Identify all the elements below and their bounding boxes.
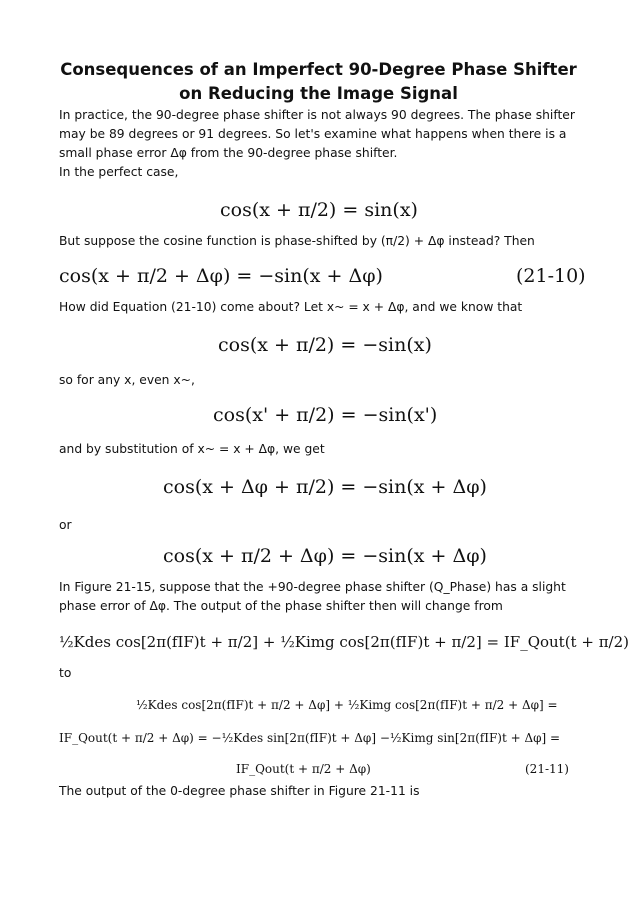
paragraph-intro: In practice, the 90-degree phase shifter is not always 90 degrees. The phase shifter may be 89 degrees or 91 degrees. So let's examine what happens when there is a small phase error Δφ from the 90-degree phase shifter. bbox=[59, 108, 575, 160]
equation-4: cos(x' + π/2) = −sin(x') bbox=[213, 404, 438, 426]
paragraph-for-any-x: so for any x, even x~, bbox=[59, 373, 195, 387]
paragraph-how-did: How did Equation (21-10) come about? Let x~ = x + Δφ, and we know that bbox=[59, 300, 523, 314]
equation-6: cos(x + π/2 + Δφ) = −sin(x + Δφ) bbox=[163, 545, 487, 567]
equation-21-11-line-1: ½Kdes cos[2π(fIF)t + π/2 + Δφ] + ½Kimg cos[2π(fIF)t + π/2 + Δφ] = bbox=[136, 698, 558, 712]
paragraph-phase-shifted: But suppose the cosine function is phase-shifted by (π/2) + Δφ instead? Then bbox=[59, 234, 535, 248]
paragraph-0-degree: The output of the 0-degree phase shifter in Figure 21-11 is bbox=[59, 784, 420, 798]
equation-3: cos(x + π/2) = −sin(x) bbox=[218, 334, 432, 356]
equation-1: cos(x + π/2) = sin(x) bbox=[220, 199, 418, 221]
equation-number-21-11: (21-11) bbox=[525, 762, 569, 776]
paragraph-to: to bbox=[59, 666, 72, 680]
equation-5: cos(x + Δφ + π/2) = −sin(x + Δφ) bbox=[163, 476, 487, 498]
title-line-1: Consequences of an Imperfect 90-Degree Phase Shifter bbox=[60, 60, 577, 79]
title-line-2: on Reducing the Image Signal bbox=[179, 84, 458, 103]
paragraph-figure-21-15: In Figure 21-15, suppose that the +90-degree phase shifter (Q_Phase) has a slight phase error of Δφ. The output of the phase shifter then will change from bbox=[59, 580, 566, 613]
paragraph-or: or bbox=[59, 518, 72, 532]
equation-number-21-10: (21-10) bbox=[516, 265, 586, 287]
equation-21-10: cos(x + π/2 + Δφ) = −sin(x + Δφ) bbox=[59, 265, 383, 287]
equation-21-11-line-2: IF_Qout(t + π/2 + Δφ) = −½Kdes sin[2π(fIF)t + Δφ] −½Kimg sin[2π(fIF)t + Δφ] = bbox=[59, 731, 561, 745]
equation-7: ½Kdes cos[2π(fIF)t + π/2] + ½Kimg cos[2π(fIF)t + π/2] = IF_Qout(t + π/2) bbox=[59, 633, 629, 651]
paragraph-substitution: and by substitution of x~ = x + Δφ, we get bbox=[59, 442, 325, 456]
paragraph-perfect-case: In the perfect case, bbox=[59, 165, 179, 179]
equation-21-11-line-3: IF_Qout(t + π/2 + Δφ) bbox=[236, 762, 371, 776]
